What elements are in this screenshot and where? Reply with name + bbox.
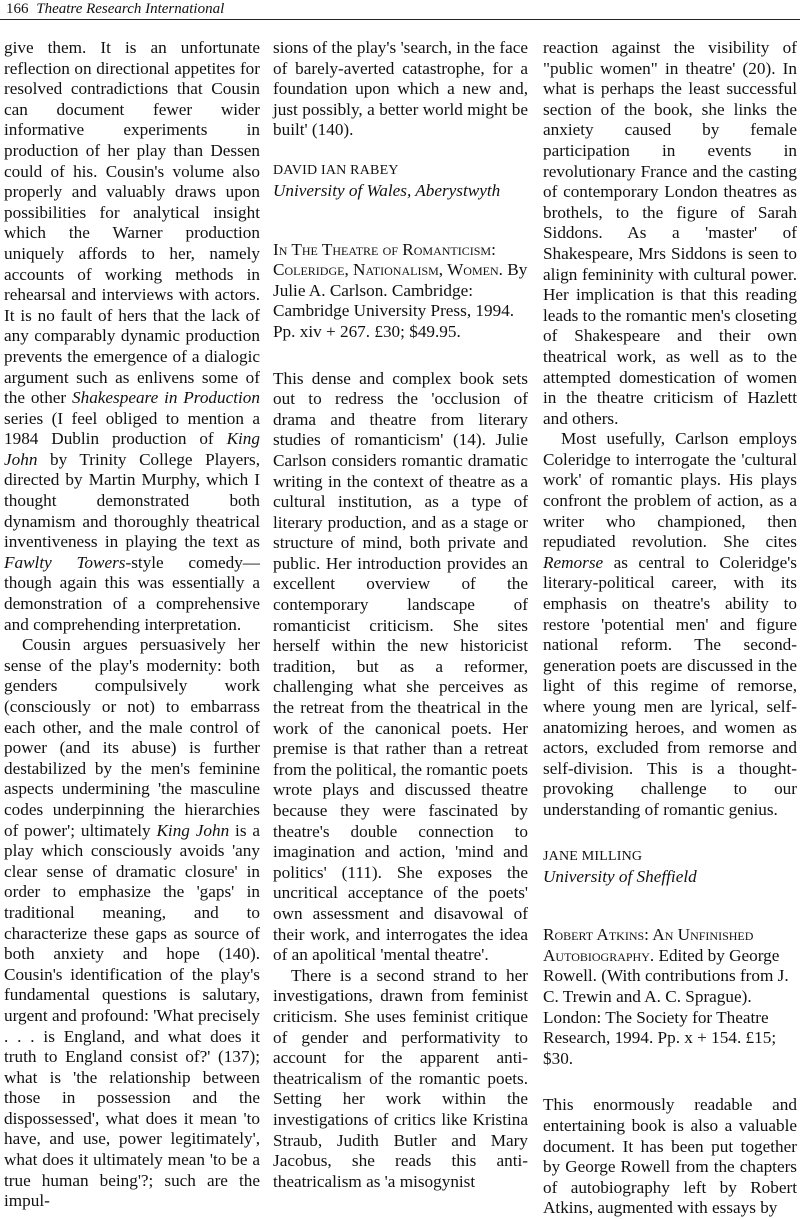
paragraph: There is a second strand to her investigations, drawn from feminist criticism. She uses feminist critique of gender and performativity to account for the apparent anti-theatricalism of the romantic poets. Setting her work within the investigations of critics like Kristina Straub, Judith Butler and Mary Jacobus, she reads this anti-theatricalism as 'a misogynist [273,965,528,1191]
paragraph: This dense and complex book sets out to redress the 'occlusion of drama and theatre from literary studies of romanticism' (14). Julie Carlson considers romantic dramatic writing in the context of theatre as a cultural institution, as a type of literary production, and as a stage or structure of mind, both private and public. Her introduction provides an excellent overview of the contemporary landscape of romanticist criticism. She sites herself within the new historicist tradition, but as a reformer, challenging what she perceives as the retreat from the theatrical in the work of the canonical poets. Her premise is that rather than a retreat from the political, the romantic poets wrote plays and discussed theatre because they were fascinated by theatre's double connection to imagination and action, 'mind and politics' (111). She exposes the uncritical acceptance of the poets' own assessment and disavowal of their work, and interrogates the idea of an apolitical 'mental theatre'. [273,368,528,965]
book-details: Edited by George Rowell. (With contributions from J. C. Trewin and A. C. Sprague). London: The Society for Theatre Research, 1994. Pp. x + 154. £15; $30. [543,945,789,1068]
column-1 [4,38,260,1212]
paragraph [4,635,260,1212]
header-rule [0,19,800,20]
text-run: -style comedy—though again this was essentially a demonstration of a comprehensive and comprehending interpretation. [4,552,260,634]
paragraph [4,38,260,635]
play-title: King John [4,429,260,469]
page-number: 166 [6,1,29,17]
paragraph: reaction against the visibility of "public women" in theatre' (20). In what is perhaps the least successful section of the book, she links the anxiety caused by female participation in events in revolutionary France and the casting of contemporary London theatres as brothels, to the figure of Sarah Siddons. As a 'master' of Shakespeare, Mrs Siddons is seen to align femininity with cultural power. Her implication is that this reading leads to the romantic men's closeting of Shakespeare and their own theatrical work, as well as to the attempted domestication of women in the theatre criticism of Hazlett and others. [543,38,797,428]
reviewer-institution: University of Wales, Aberystwyth [273,180,501,200]
play-title: Remorse [543,552,604,572]
text-run: series (I feel obliged to mention a 1984 Dublin production of [4,408,260,449]
reviewer-name: DAVID IAN RABEY [273,162,399,178]
text-run: Most usefully, Carlson employs Coleridge to interrogate the 'cultural work' of romantic plays. His plays confront the problem of action, as a writer who championed, then repudiated revolution. She cites [543,429,797,552]
review-heading [543,925,797,1069]
reviewer-institution: University of Sheffield [543,866,697,886]
reviewer-name: JANE MILLING [543,848,643,864]
text-run: is a play which consciously avoids 'any clear sense of dramatic closure' in order to emphasize the 'gaps' in traditional meaning, and to characterize these gaps as source of both anxiety and hope (140). Cousin's identification of the play's fundamental questions is salutary, urgent and profound: 'What precisely . . . is England, and what does it truth to England consist of?' (137); what is 'the relationship between those in possession and the dispossessed', what does it mean 'to have, and use, power legitimately', what does it ultimately mean 'to be a true human being'?; such are the impul- [4,820,261,1211]
journal-title: Theatre Research International [36,1,225,17]
review-heading [273,240,528,343]
paragraph: sions of the play's 'search, in the face of barely-averted catastrophe, for a foundation upon which a new and, just possibly, a better world might be built' (140). [273,38,528,140]
book-title: In The Theatre of Romanticism: Coleridge, Nationalism, Women. [273,239,503,280]
reviewer-byline [273,161,528,202]
show-title: Fawlty Towers [4,552,126,572]
text-run: by Trinity College Players, directed by Martin Murphy, which I thought demonstrated both dynamism and thoroughly theatrical inventiveness in playing the text as [4,449,260,552]
play-title: King John [156,820,230,840]
paragraph [543,429,797,820]
book-details: By Julie A. Carlson. Cambridge: Cambridge University Press, 1994. Pp. xiv + 267. £30; $49.95. [273,260,528,341]
series-title: Shakespeare in Production [72,388,260,408]
paragraph: This enormously readable and entertaining book is also a valuable document. It has been put together by George Rowell from the chapters of autobiography left by Robert Atkins, augmented with essays by [543,1095,797,1218]
column-3 [543,38,797,1219]
text-run: as central to Coleridge's literary-political career, with its emphasis on theatre's ability to restore 'potential men' and figure national reform. The second-generation poets are discussed in the light of this regime of remorse, where young men are lyrical, self-anatomizing heroes, and women as actors, excluded from remorse and self-division. This is a thought-provoking challenge to our understanding of romantic genius. [543,552,797,819]
book-title: Robert Atkins: An Unfinished Autobiography. [543,925,754,965]
reviewer-byline [543,847,797,888]
text-run: Cousin argues persuasively her sense of the play's modernity: both genders compulsively work (consciously or not) to embarrass each other, and the male control of power (and its abuse) is further destabilized by the men's feminine aspects undermining 'the masculine codes underpinning the hierarchies of power'; ultimately [4,635,260,840]
text-run: give them. It is an unfortunate reflection on directional appetites for resolved contradictions that Cousin can document fewer wider informative experiments in production of her play than Dessen could of his. Cousin's volume also properly and valuably draws upon possibilities for analytical insight which the Warner production uniquely affords to her, namely accounts of working methods in rehearsal and interviews with actors. It is no fault of hers that the lack of any comparably dynamic production prevents the emergence of a dialogic argument such as enlivens some of the other [4,38,260,408]
column-2 [273,38,528,1192]
running-head [6,0,796,20]
